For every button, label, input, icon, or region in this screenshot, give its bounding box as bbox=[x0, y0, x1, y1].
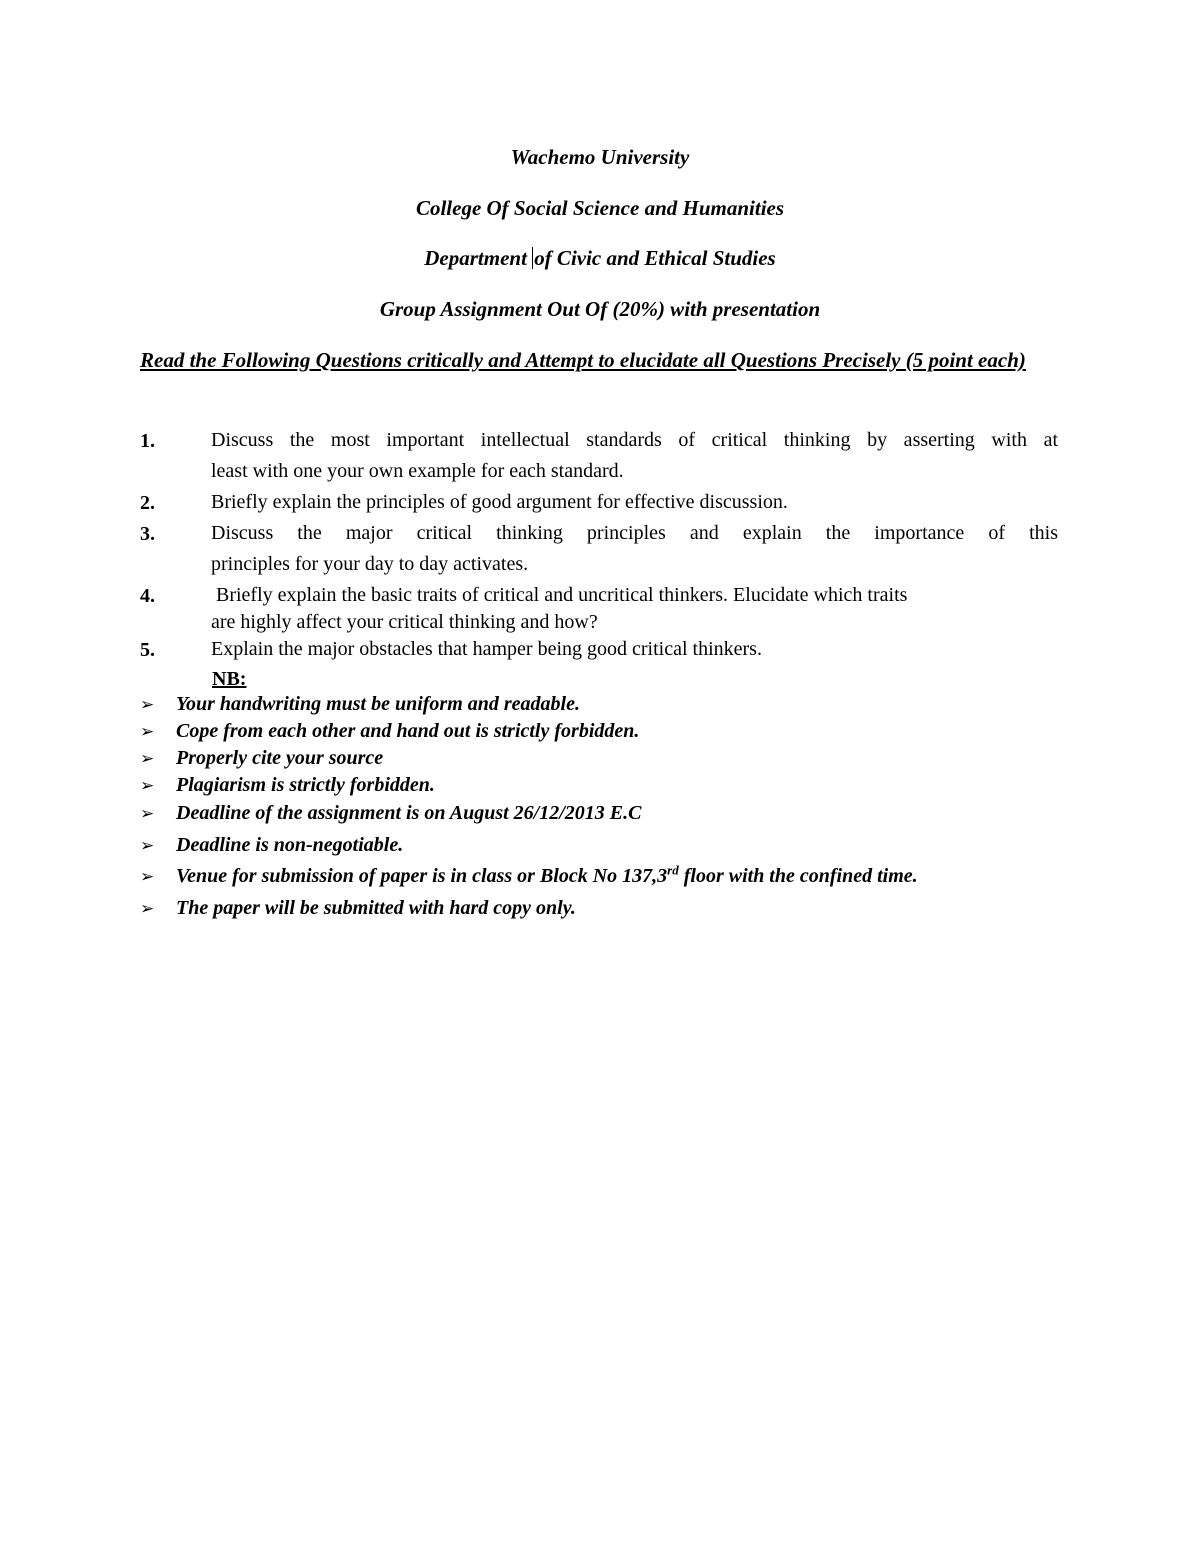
question-number-2: 2. bbox=[140, 492, 155, 514]
note-text: Plagiarism is strictly forbidden. bbox=[176, 774, 435, 796]
question-text-2: Briefly explain the principles of good argument for effective discussion. bbox=[211, 491, 788, 513]
university-title: Wachemo University bbox=[510, 145, 690, 169]
note-item bbox=[140, 895, 576, 922]
venue-note-text bbox=[176, 862, 918, 887]
venue-note-part1: Venue for submission of paper is in class or Block No 137,3 bbox=[176, 865, 668, 887]
question-number-5: 5. bbox=[140, 639, 155, 661]
department-title-part2: of Civic and Ethical Studies bbox=[534, 246, 776, 270]
question-text-1 bbox=[211, 425, 1058, 487]
nb-label: NB: bbox=[212, 668, 247, 690]
question-number-3: 3. bbox=[140, 523, 155, 545]
venue-note-ordinal: rd bbox=[667, 862, 679, 878]
question-1-line1: Discuss the most important intellectual standards of critical thinking by asserting with at bbox=[211, 429, 1058, 451]
arrow-bullet-icon: ➢ bbox=[140, 899, 155, 919]
question-4-line2: are highly affect your critical thinking and how? bbox=[211, 611, 598, 633]
instruction-text: Read the Following Questions critically and Attempt to elucidate all Questions Precisely (5 point each) bbox=[140, 348, 1026, 372]
venue-note-part2: floor with the confined time. bbox=[678, 865, 918, 887]
college-title: College Of Social Science and Humanities bbox=[415, 196, 785, 220]
note-item bbox=[140, 718, 639, 745]
note-text: Your handwriting must be uniform and readable. bbox=[176, 693, 580, 715]
question-text-4 bbox=[211, 582, 1058, 636]
note-item bbox=[140, 745, 383, 772]
note-item bbox=[140, 832, 403, 859]
assignment-title: Group Assignment Out Of (20%) with presentation bbox=[379, 297, 821, 321]
note-item bbox=[140, 800, 641, 827]
arrow-bullet-icon: ➢ bbox=[140, 867, 155, 887]
note-item bbox=[140, 863, 918, 890]
department-title bbox=[0, 245, 1200, 271]
question-text-5: Explain the major obstacles that hamper being good critical thinkers. bbox=[211, 638, 762, 660]
question-4-line1: Briefly explain the basic traits of critical and uncritical thinkers. Elucidate which traits bbox=[211, 584, 908, 606]
arrow-bullet-icon: ➢ bbox=[140, 749, 155, 769]
department-title-part1: Department bbox=[424, 246, 533, 270]
note-text: The paper will be submitted with hard copy only. bbox=[176, 897, 576, 919]
arrow-bullet-icon: ➢ bbox=[140, 776, 155, 796]
note-item bbox=[140, 772, 435, 799]
question-3-line2: principles for your day to day activates. bbox=[211, 553, 529, 575]
question-number-1: 1. bbox=[140, 430, 155, 452]
arrow-bullet-icon: ➢ bbox=[140, 695, 155, 715]
note-text: Cope from each other and hand out is strictly forbidden. bbox=[176, 720, 640, 742]
arrow-bullet-icon: ➢ bbox=[140, 722, 155, 742]
question-1-line2: least with one your own example for each standard. bbox=[211, 460, 624, 482]
note-text: Deadline is non-negotiable. bbox=[176, 834, 404, 856]
note-item bbox=[140, 691, 580, 718]
arrow-bullet-icon: ➢ bbox=[140, 804, 155, 824]
question-number-4: 4. bbox=[140, 585, 155, 607]
question-3-line1: Discuss the major critical thinking principles and explain the importance of this bbox=[211, 522, 1058, 544]
question-text-3 bbox=[211, 518, 1058, 580]
note-text: Properly cite your source bbox=[176, 747, 384, 769]
note-text: Deadline of the assignment is on August 26/12/2013 E.C bbox=[176, 802, 642, 824]
arrow-bullet-icon: ➢ bbox=[140, 836, 155, 856]
